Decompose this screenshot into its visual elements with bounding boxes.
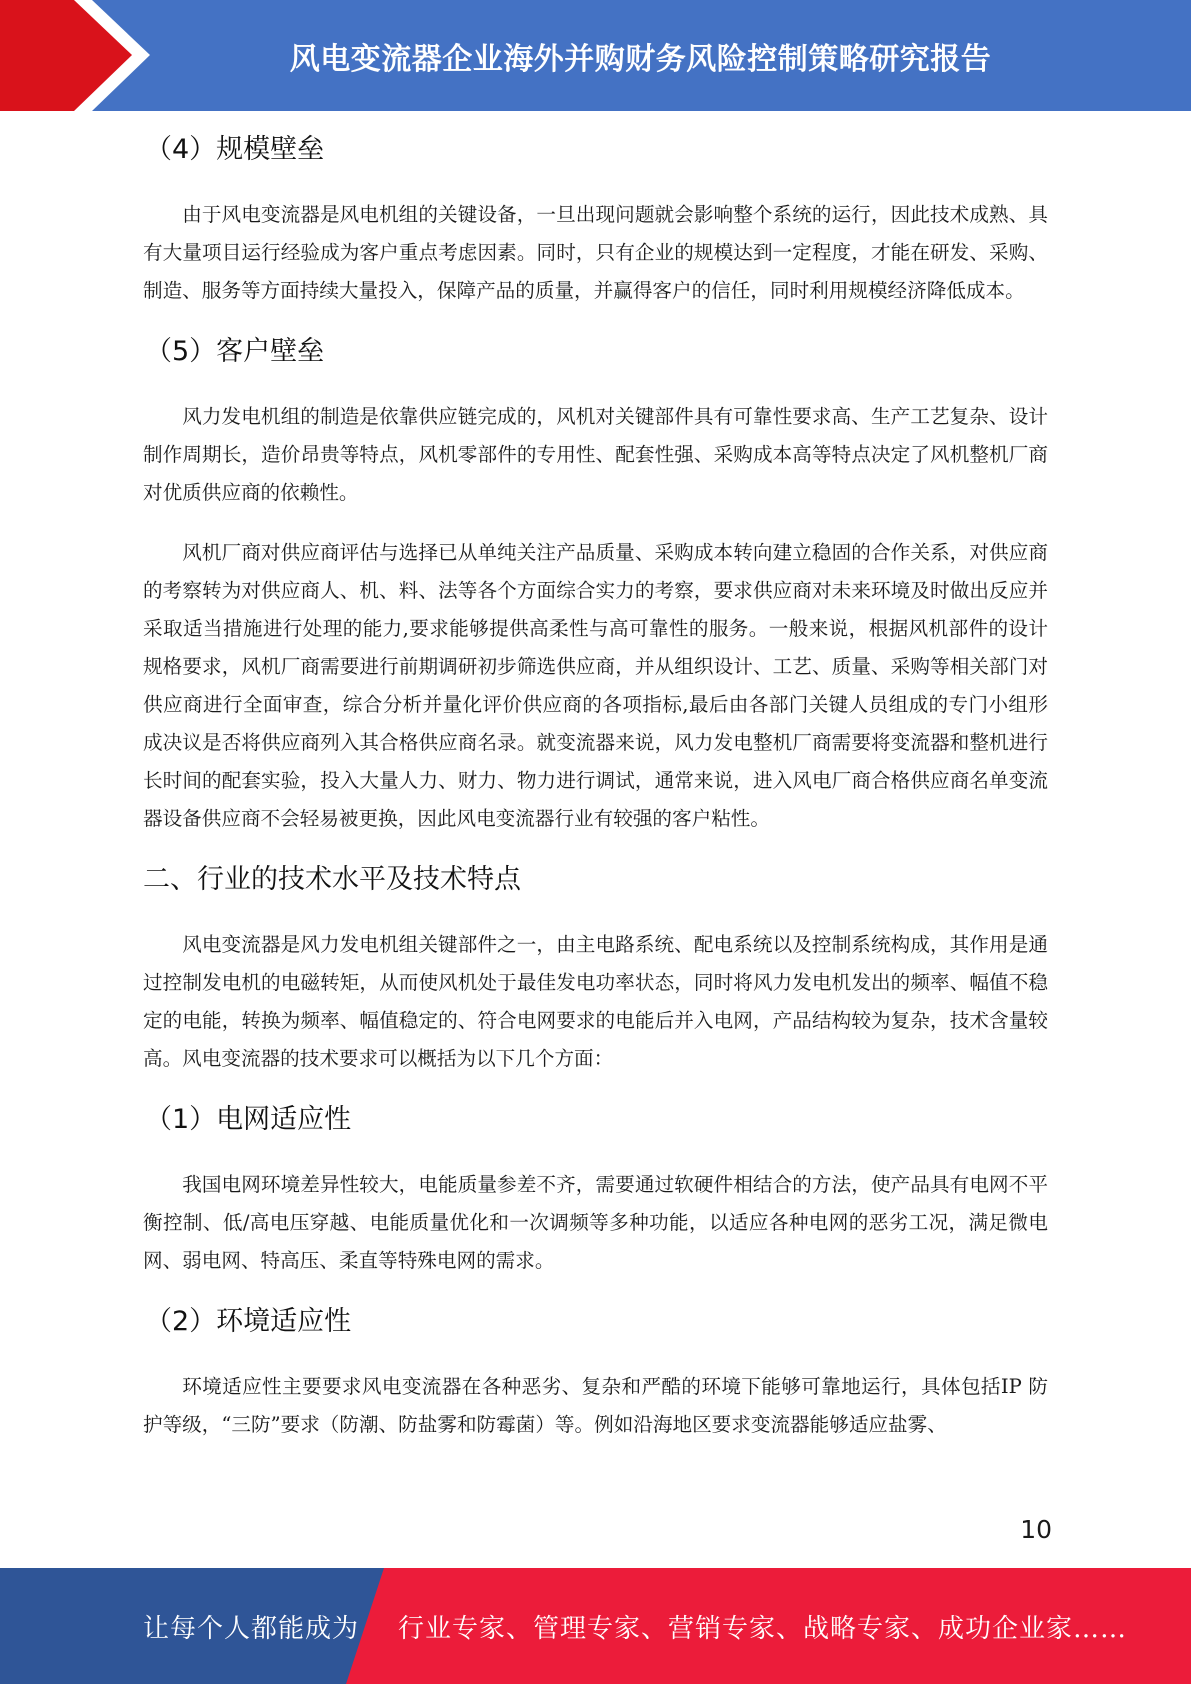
paragraph-scale-barrier: 由于风电变流器是风电机组的关键设备，一旦出现问题就会影响整个系统的运行，因此技术成熟、具有大量项目运行经验成为客户重点考虑因素。同时，只有企业的规模达到一定程度，才能在研发、采购、制造、服务等方面持续大量投入，保障产品的质量，并赢得客户的信任，同时利用规模经济降低成本。 [143,203,1048,302]
paragraph-customer-barrier-1: 风力发电机组的制造是依靠供应链完成的，风机对关键部件具有可靠性要求高、生产工艺复杂、设计制作周期长，造价昂贵等特点，风机零部件的专用性、配套性强、采购成本高等特点决定了风机整机厂商对优质供应商的依赖性。 [143,405,1048,504]
footer-slogan-right: 行业专家、管理专家、营销专家、战略专家、成功企业家…… [398,1613,1128,1644]
heading-grid-adaptability: （1）电网适应性 [145,1104,352,1135]
footer-slogan-left: 让每个人都能成为 [143,1613,360,1644]
paragraph-environment-adaptability: 环境适应性主要要求风电变流器在各种恶劣、复杂和严酷的环境下能够可靠地运行，具体包括IP 防护等级，“三防”要求（防潮、防盐雾和防霉菌）等。例如沿海地区要求变流器能够适应盐雾、 [143,1375,1048,1436]
heading-section-2: 二、行业的技术水平及技术特点 [143,864,521,895]
paragraph-customer-barrier-2: 风机厂商对供应商评估与选择已从单纯关注产品质量、采购成本转向建立稳固的合作关系，对供应商的考察转为对供应商人、机、料、法等各个方面综合实力的考察，要求供应商对未来环境及时做出反应并采取适当措施进行处理的能力,要求能够提供高柔性与高可靠性的服务。一般来说，根据风机部件的设计规格要求，风机厂商需要进行前期调研初步筛选供应商，并从组织设计、工艺、质量、采购等相关部门对供应商进行全面审查，综合分析并量化评价供应商的各项指标,最后由各部门关键人员组成的专门小组形成决议是否将供应商列入其合格供应商名录。就变流器来说，风力发电整机厂商需要将变流器和整机进行长时间的配套实验，投入大量人力、财力、物力进行调试，通常来说，进入风电厂商合格供应商名单变流器设备供应商不会轻易被更换，因此风电变流器行业有较强的客户粘性。 [143,541,1048,830]
header-banner [0,0,1191,111]
document-body [143,118,1048,1454]
paragraph-grid-adaptability: 我国电网环境差异性较大，电能质量参差不齐，需要通过软硬件相结合的方法，使产品具有电网不平衡控制、低/高电压穿越、电能质量优化和一次调频等多种功能，以适应各种电网的恶劣工况，满足微电网、弱电网、特高压、柔直等特殊电网的需求。 [143,1173,1048,1272]
paragraph-section-2: 风电变流器是风力发电机组关键部件之一，由主电路系统、配电系统以及控制系统构成，其作用是通过控制发电机的电磁转矩，从而使风机处于最佳发电功率状态，同时将风力发电机发出的频率、幅值不稳定的电能，转换为频率、幅值稳定的、符合电网要求的电能后并入电网，产品结构较为复杂，技术含量较高。风电变流器的技术要求可以概括为以下几个方面： [143,933,1048,1070]
page-number: 10 [1020,1515,1052,1544]
heading-environment-adaptability: （2）环境适应性 [145,1306,352,1337]
heading-scale-barrier: （4）规模壁垒 [145,134,325,165]
footer-banner [0,1568,1191,1684]
report-title: 风电变流器企业海外并购财务风险控制策略研究报告 [289,41,992,77]
heading-customer-barrier: （5）客户壁垒 [145,336,325,367]
